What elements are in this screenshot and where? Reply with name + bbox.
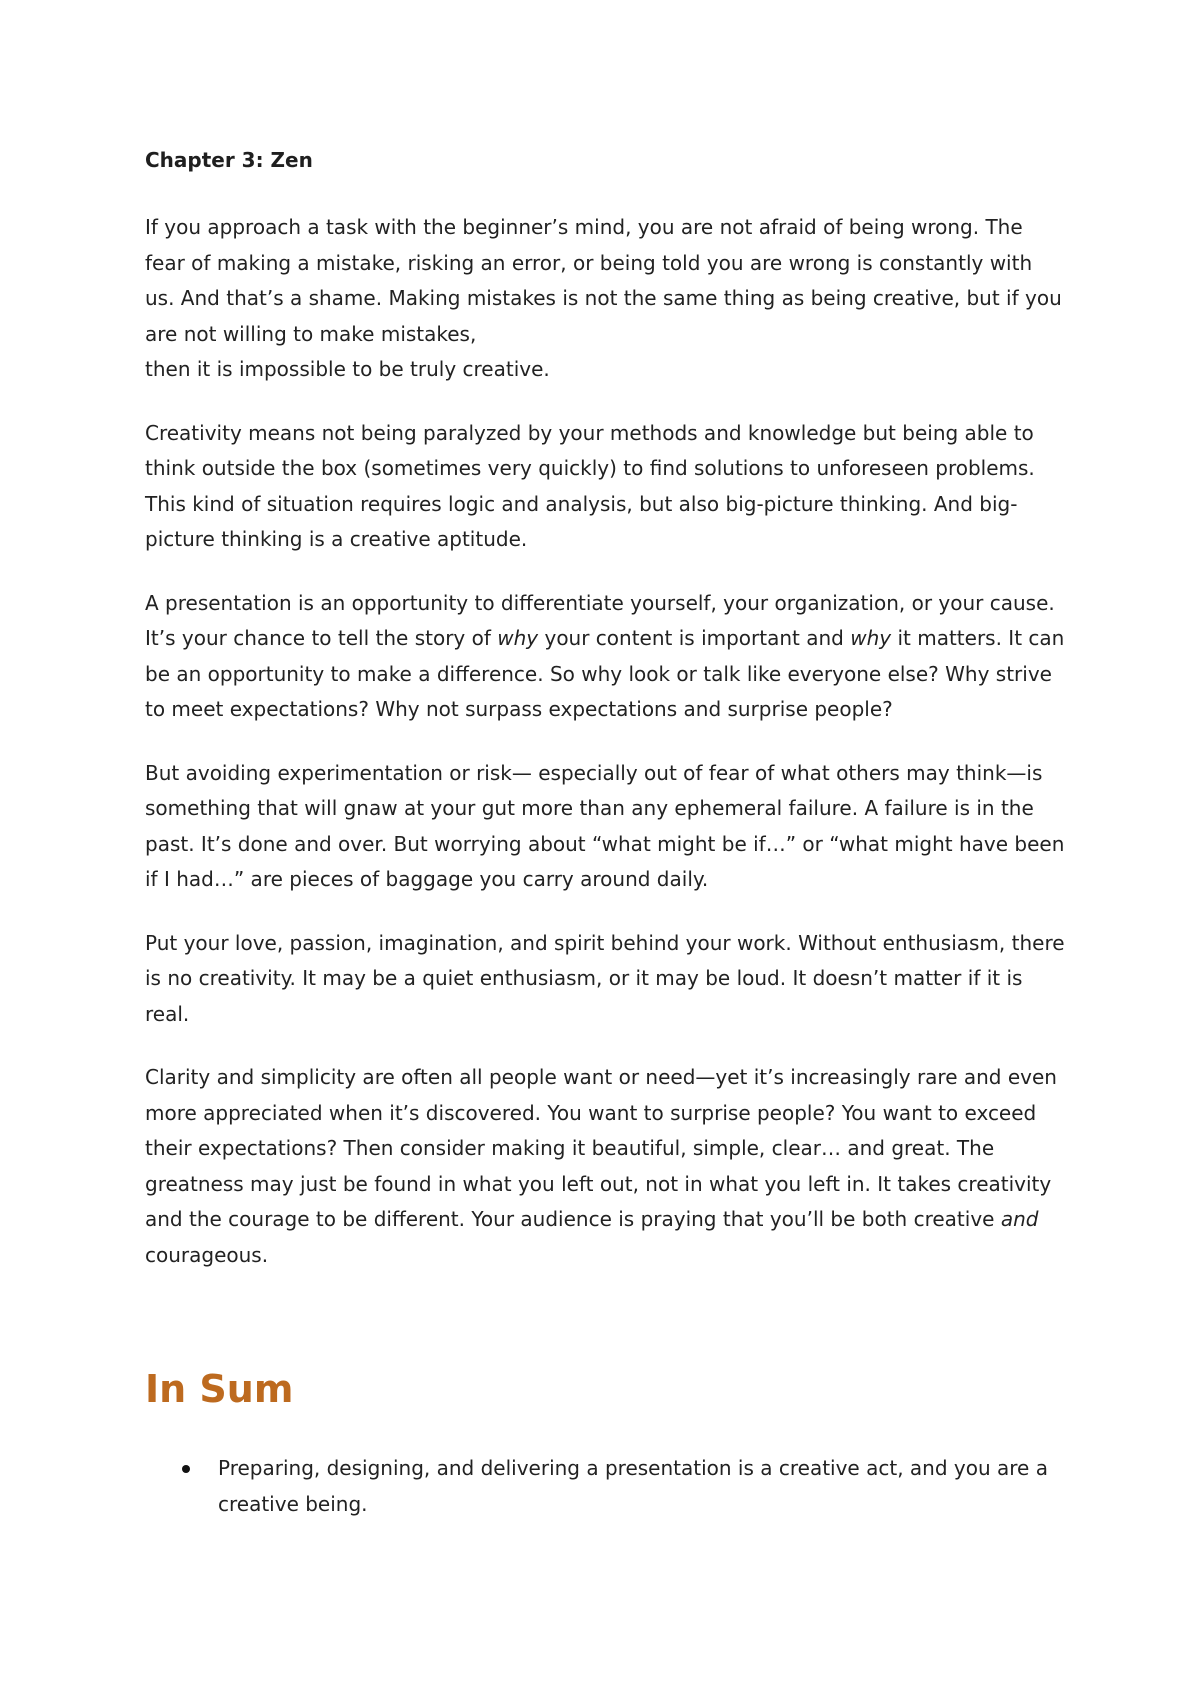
section-heading-in-sum: In Sum: [145, 1367, 294, 1411]
summary-bullet-list: [145, 1451, 1065, 1522]
paragraph-5: Put your love, passion, imagination, and spirit behind your work. Without enthusiasm, there is no creativity. It may be a quiet enthusiasm, or it may be loud. It doesn’t matter if it is real.: [145, 930, 1065, 1026]
paragraph-3-part-a: A presentation is an opportunity to differentiate yourself, your organization, or your cause. It’s your chance to tell the story of: [145, 590, 1055, 650]
paragraph-6-emphasis-and: and: [1000, 1207, 1039, 1231]
summary-bullet-item: [145, 1451, 1065, 1522]
paragraph-3-part-b: your content is important and: [538, 626, 851, 650]
paragraph-1-text: If you approach a task with the beginner’s mind, you are not afraid of being wrong. The fear of making a mistake, risking an error, or being told you are wrong is constantly with us. And that’s a shame. Making mistakes is not the same thing as being creative, but if you are not willing to make mistakes,: [145, 215, 1062, 346]
summary-bullet-text: Preparing, designing, and delivering a presentation is a creative act, and you are a creative being.: [218, 1456, 1048, 1516]
chapter-title: Chapter 3: Zen: [145, 148, 313, 172]
paragraph-6-part-a: Clarity and simplicity are often all people want or need—yet it’s increasingly rare and even more appreciated when it’s discovered. You want to surprise people? You want to exceed their expectations? Then consider making it beautiful, simple, clear… and great. The greatness may just be found in what you left out, not in what you left in. It takes creativity and the courage to be different. Your audience is praying that you’ll be both creative: [145, 1065, 1057, 1231]
bullet-dot-icon: [182, 1465, 190, 1473]
paragraph-1-continuation: then it is impossible to be truly creative.: [145, 357, 550, 381]
paragraph-3-emphasis-why-2: why: [850, 626, 892, 650]
paragraph-2: Creativity means not being paralyzed by your methods and knowledge but being able to think outside the box (sometimes very quickly) to find solutions to unforeseen problems. This kind of situation requires logic and analysis, but also big-picture thinking. And big-picture thinking is a creative aptitude.: [145, 420, 1035, 551]
paragraph-3-emphasis-why-1: why: [497, 626, 539, 650]
document-body: [145, 143, 1065, 1522]
paragraph-4: But avoiding experimentation or risk— especially out of fear of what others may think—is something that will gnaw at your gut more than any ephemeral failure. A failure is in the past. It’s done and over. But worrying about “what might be if…” or “what might have been if I had…” are pieces of baggage you carry around daily.: [145, 760, 1065, 891]
paragraph-1: [145, 210, 1065, 388]
paragraph-3: [145, 586, 1065, 728]
paragraph-6-part-b: courageous.: [145, 1242, 269, 1267]
paragraph-6: [145, 1060, 1065, 1273]
paragraph-3-part-c: it matters. It can be an opportunity to make a difference. So why look or talk like everyone else? Why strive to meet expectations? Why not surpass expectations and surprise people?: [145, 626, 1065, 721]
